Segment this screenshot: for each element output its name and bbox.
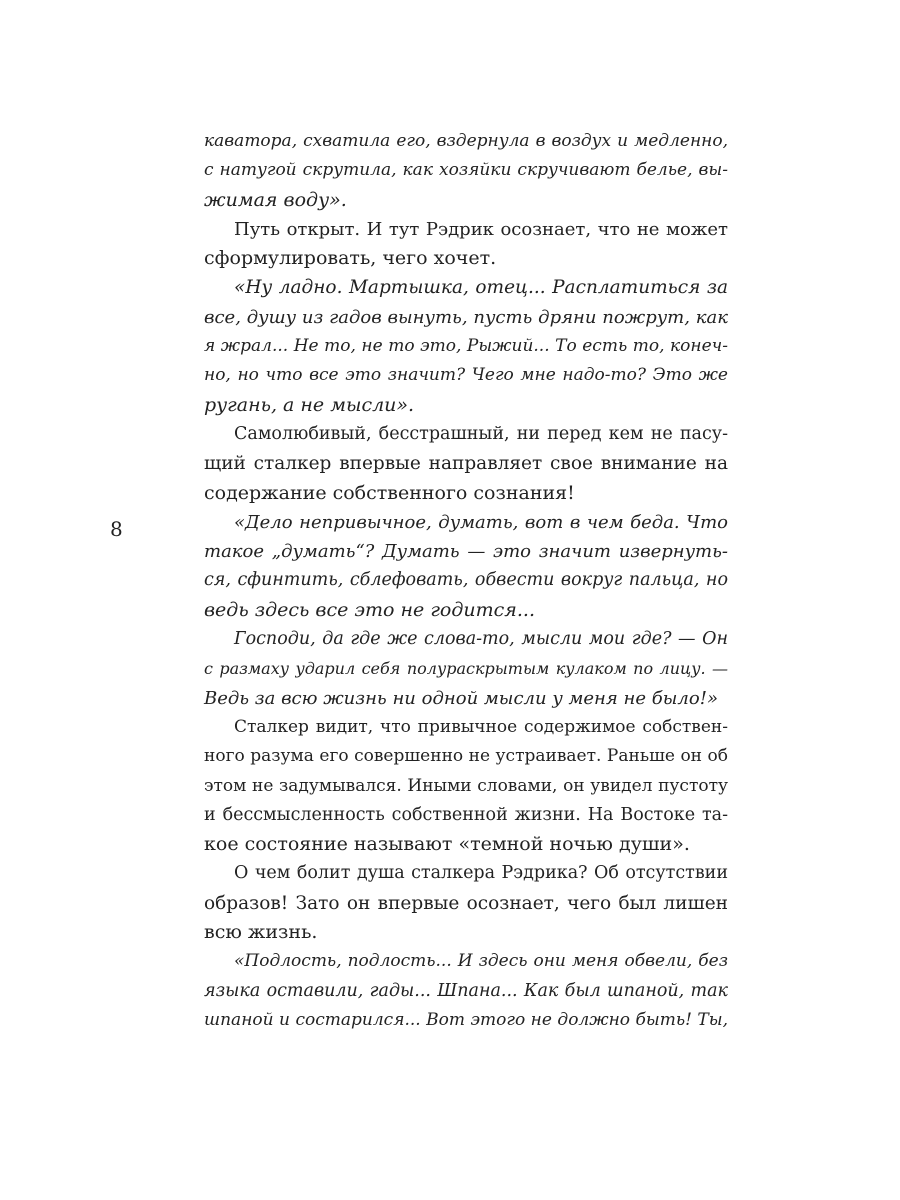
text-line: ведь здесь все это не годится...	[204, 598, 535, 621]
text-line: жимая воду».	[204, 188, 347, 211]
text-line: О чем болит душа сталкера Рэдрика? Об отсутствии	[234, 863, 728, 884]
text-line: ся, сфинтить, сблефовать, обвести вокруг пальца, но	[204, 570, 728, 591]
text-line: сформулировать, чего хочет.	[204, 247, 497, 270]
text-line: языка оставили, гады... Шпана... Как был шпаной, так	[204, 980, 728, 1001]
text-line: Ведь за всю жизнь ни одной мысли у меня не было!»	[204, 687, 718, 709]
text-line: с натугой скрутила, как хозяйки скручивают белье, вы-	[204, 160, 728, 181]
text-line: «Ну ладно. Мартышка, отец... Расплатиться за	[234, 277, 728, 299]
text-line: я жрал... Не то, не то это, Рыжий... То есть то, конеч-	[204, 336, 728, 357]
text-line: «Подлость, подлость... И здесь они меня обвели, без	[234, 951, 728, 972]
text-line: все, душу из гадов вынуть, пусть дряни пожрут, как	[204, 306, 728, 328]
text-line: такое „думать“? Думать — это значит извернуть-	[204, 541, 728, 563]
page-number: 8	[110, 517, 123, 541]
text-line: но, но что все это значит? Чего мне надо-то? Это же	[204, 365, 728, 386]
text-line: всю жизнь.	[204, 921, 318, 944]
text-line: этом не задумывался. Иными словами, он увидел пустоту	[204, 775, 728, 796]
text-line: и бессмысленность собственной жизни. На Востоке та-	[204, 804, 728, 825]
text-line: кое состояние называют «темной ночью души».	[204, 833, 690, 856]
text-line: Путь открыт. И тут Рэдрик осознает, что не может	[234, 218, 728, 240]
text-line: с размаху ударил себя полураскрытым кулаком по лицу. —	[204, 659, 728, 679]
text-line: содержание собственного сознания!	[204, 481, 575, 504]
text-line: образов! Зато он впервые осознает, чего был лишен	[204, 892, 728, 914]
text-line: ругань, а не мысли».	[204, 393, 415, 416]
text-line: Господи, да где же слова-то, мысли мои где? — Он	[234, 629, 728, 650]
text-line: шпаной и состарился... Вот этого не должно быть! Ты,	[204, 1009, 728, 1030]
text-line: Самолюбивый, бесстрашный, ни перед кем не пасу-	[234, 423, 728, 444]
body-text	[204, 127, 728, 1035]
text-line: ного разума его совершенно не устраивает. Раньше он об	[204, 746, 728, 767]
text-line: щий сталкер впервые направляет свое внимание на	[204, 453, 728, 475]
text-line: Сталкер видит, что привычное содержимое собствен-	[234, 716, 728, 737]
text-line: «Дело непривычное, думать, вот в чем беда. Что	[234, 511, 728, 533]
text-line: каватора, схватила его, вздернула в воздух и медленно,	[204, 131, 728, 151]
